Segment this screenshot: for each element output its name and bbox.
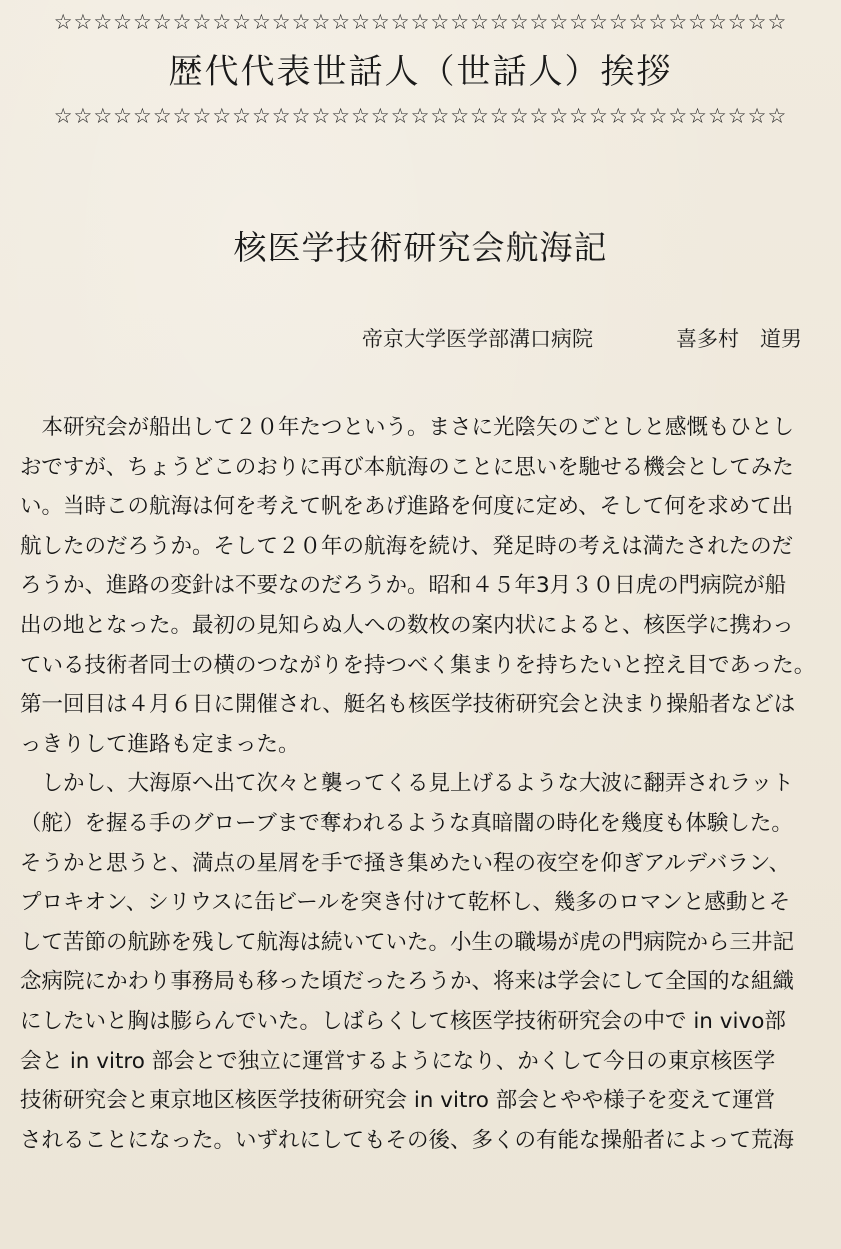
article-title: 核医学技術研究会航海記 — [233, 228, 608, 267]
body-line: 技術研究会と東京地区核医学技術研究会 in vitro 部会とやや様子を変えて運営 — [20, 1088, 776, 1114]
body-line: （舵）を握る手のグローブまで奪われるような真暗闇の時化を幾度も体験した。 — [20, 810, 793, 836]
body-line: 航したのだろうか。そして２０年の航海を続け、発足時の考えは満たされたのだ — [20, 533, 794, 559]
body-line: い。当時この航海は何を考えて帆をあげ進路を何度に定め、そして何を求めて出 — [20, 494, 794, 520]
body-line: プロキオン、シリウスに缶ビールを突き付けて乾杯し、幾多のロマンと感動とそ — [20, 890, 791, 916]
article-body — [20, 408, 832, 1160]
body-line: にしたいと胸は膨らんでいた。しばらくして核医学技術研究会の中で in vivo部 — [20, 1008, 786, 1034]
body-line: 本研究会が船出して２０年たつという。まさに光陰矢のごとしと感慨もひとし — [20, 415, 795, 440]
body-line: おですが、ちょうどこのおりに再び本航海のことに思いを馳せる機会としてみた — [20, 454, 794, 480]
body-line: 第一回目は４月６日に開催され、艇名も核医学技術研究会と決まり操船者などは — [20, 692, 796, 718]
author-affiliation: 帝京大学医学部溝口病院 — [362, 327, 593, 351]
star-divider-top: ☆☆☆☆☆☆☆☆☆☆☆☆☆☆☆☆☆☆☆☆☆☆☆☆☆☆☆☆☆☆☆☆☆☆☆☆☆ — [53, 10, 788, 34]
body-line: ている技術者同士の横のつながりを持つべく集まりを持ちたいと控え目であった。 — [20, 652, 816, 678]
body-line: 出の地となった。最初の見知らぬ人への数枚の案内状によると、核医学に携わっ — [20, 612, 794, 638]
body-line: そうかと思うと、満点の星屑を手で掻き集めたい程の夜空を仰ぎアルデバラン、 — [20, 850, 791, 876]
body-line: して苦節の航跡を残して航海は続いていた。小生の職場が虎の門病院から三井記 — [20, 929, 795, 955]
body-line: しかし、大海原へ出て次々と襲ってくる見上げるような大波に翻弄されラット — [20, 771, 794, 797]
body-line: ろうか、進路の変針は不要なのだろうか。昭和４５年3月３０日虎の門病院が船 — [20, 573, 787, 599]
body-line: 念病院にかわり事務局も移った頃だったろうか、将来は学会にして全国的な組織 — [20, 969, 795, 995]
body-line: されることになった。いずれにしてもその後、多くの有能な操船者によって荒海 — [20, 1127, 795, 1153]
body-line: っきりして進路も定まった。 — [20, 731, 300, 757]
author-name: 喜多村 道男 — [676, 327, 802, 351]
body-line: 会と in vitro 部会とで独立に運営するようになり、かくして今日の東京核医学 — [20, 1048, 776, 1074]
section-heading: 歴代代表世話人（世話人）挨拶 — [168, 52, 673, 92]
star-divider-bottom: ☆☆☆☆☆☆☆☆☆☆☆☆☆☆☆☆☆☆☆☆☆☆☆☆☆☆☆☆☆☆☆☆☆☆☆☆☆ — [53, 104, 788, 128]
